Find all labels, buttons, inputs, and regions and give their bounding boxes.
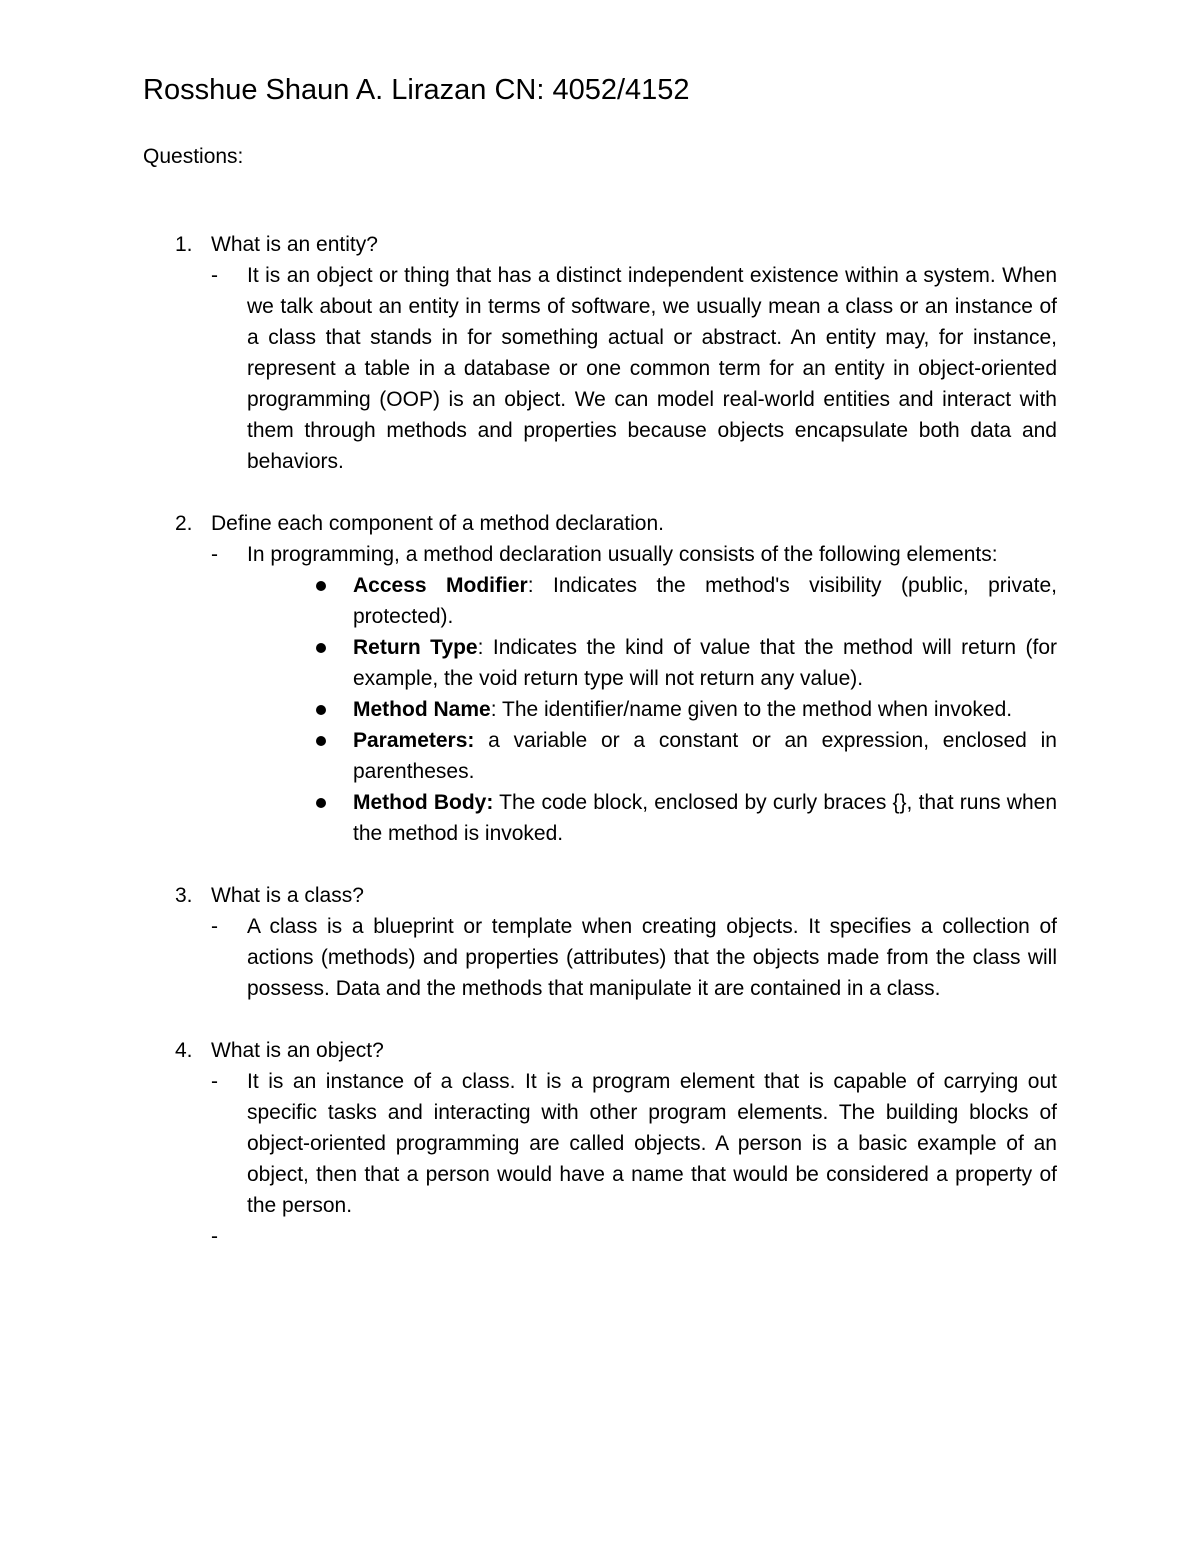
answer-dash: -	[211, 1070, 218, 1093]
answer-dash: -	[211, 264, 218, 287]
answer-block	[143, 260, 1057, 477]
component-description: Indicates the kind of value that the method will return (for example, the void return type will not return any value).	[353, 636, 1057, 690]
question-line	[143, 508, 1057, 539]
bullet-icon	[316, 705, 326, 715]
question-item	[143, 880, 1057, 1004]
answer-text: A class is a blueprint or template when creating objects. It specifies a collection of actions (methods) and properties (attributes) that the objects made from the class will possess. Data and the methods that manipulate it are contained in a class.	[247, 915, 1057, 1000]
question-text: What is an object?	[211, 1039, 384, 1062]
bullet-icon	[316, 643, 326, 653]
question-text: Define each component of a method declaration.	[211, 512, 664, 535]
answer-dash: -	[211, 1225, 218, 1248]
list-item	[143, 694, 1057, 725]
question-item	[143, 508, 1057, 849]
list-item	[143, 725, 1057, 787]
list-item	[143, 787, 1057, 849]
component-term: Parameters:	[353, 729, 475, 752]
question-item	[143, 1035, 1057, 1252]
question-number: 2.	[175, 512, 193, 535]
answer-text: It is an object or thing that has a distinct independent existence within a system. When we talk about an entity in terms of software, we usually mean a class or an instance of a class that stands in for something actual or abstract. An entity may, for instance, represent a table in a database or one common term for an entity in object-oriented programming (OOP) is an object. We can model real-world entities and interact with them through methods and properties because objects encapsulate both data and behaviors.	[247, 264, 1057, 473]
bullet-icon	[316, 736, 326, 746]
document-title: Rosshue Shaun A. Lirazan CN: 4052/4152	[143, 74, 690, 106]
component-term: Access Modifier	[353, 574, 528, 597]
component-term: Return Type	[353, 636, 478, 659]
bullet-icon	[316, 798, 326, 808]
component-separator: :	[477, 636, 484, 659]
list-item	[143, 570, 1057, 632]
answer-block	[143, 1066, 1057, 1221]
question-number: 3.	[175, 884, 193, 907]
question-line	[143, 1035, 1057, 1066]
answer-dash: -	[211, 915, 218, 938]
question-line	[143, 880, 1057, 911]
component-description: The code block, enclosed by curly braces {}, that runs when the method is invoked.	[353, 791, 1058, 845]
question-number: 4.	[175, 1039, 193, 1062]
bullet-icon	[316, 581, 326, 591]
method-components-list	[143, 570, 1057, 849]
component-separator: :	[527, 574, 534, 597]
question-line	[143, 229, 1057, 260]
component-description: The identifier/name given to the method when invoked.	[496, 698, 1013, 721]
answer-text: In programming, a method declaration usually consists of the following elements:	[247, 543, 998, 566]
questions-heading: Questions:	[143, 145, 244, 168]
component-term: Method Name	[353, 698, 491, 721]
question-list	[143, 229, 1057, 1252]
answer-text: It is an instance of a class. It is a program element that is capable of carrying out specific tasks and interacting with other program elements. The building blocks of object-oriented programming are called objects. A person is a basic example of an object, then that a person would have a name that would be considered a property of the person.	[247, 1070, 1057, 1217]
component-term: Method Body:	[353, 791, 494, 814]
answer-block	[143, 911, 1057, 1004]
question-text: What is a class?	[211, 884, 364, 907]
component-description: a variable or a constant or an expression, enclosed in parentheses.	[353, 729, 1057, 783]
answer-block	[143, 539, 1057, 570]
question-item	[143, 229, 1057, 477]
component-separator: :	[490, 698, 497, 721]
answer-dash: -	[211, 543, 218, 566]
component-description: Indicates the method's visibility (public, private, protected).	[353, 574, 1057, 628]
question-number: 1.	[175, 233, 193, 256]
empty-answer-block	[143, 1221, 1057, 1252]
list-item	[143, 632, 1057, 694]
question-text: What is an entity?	[211, 233, 378, 256]
